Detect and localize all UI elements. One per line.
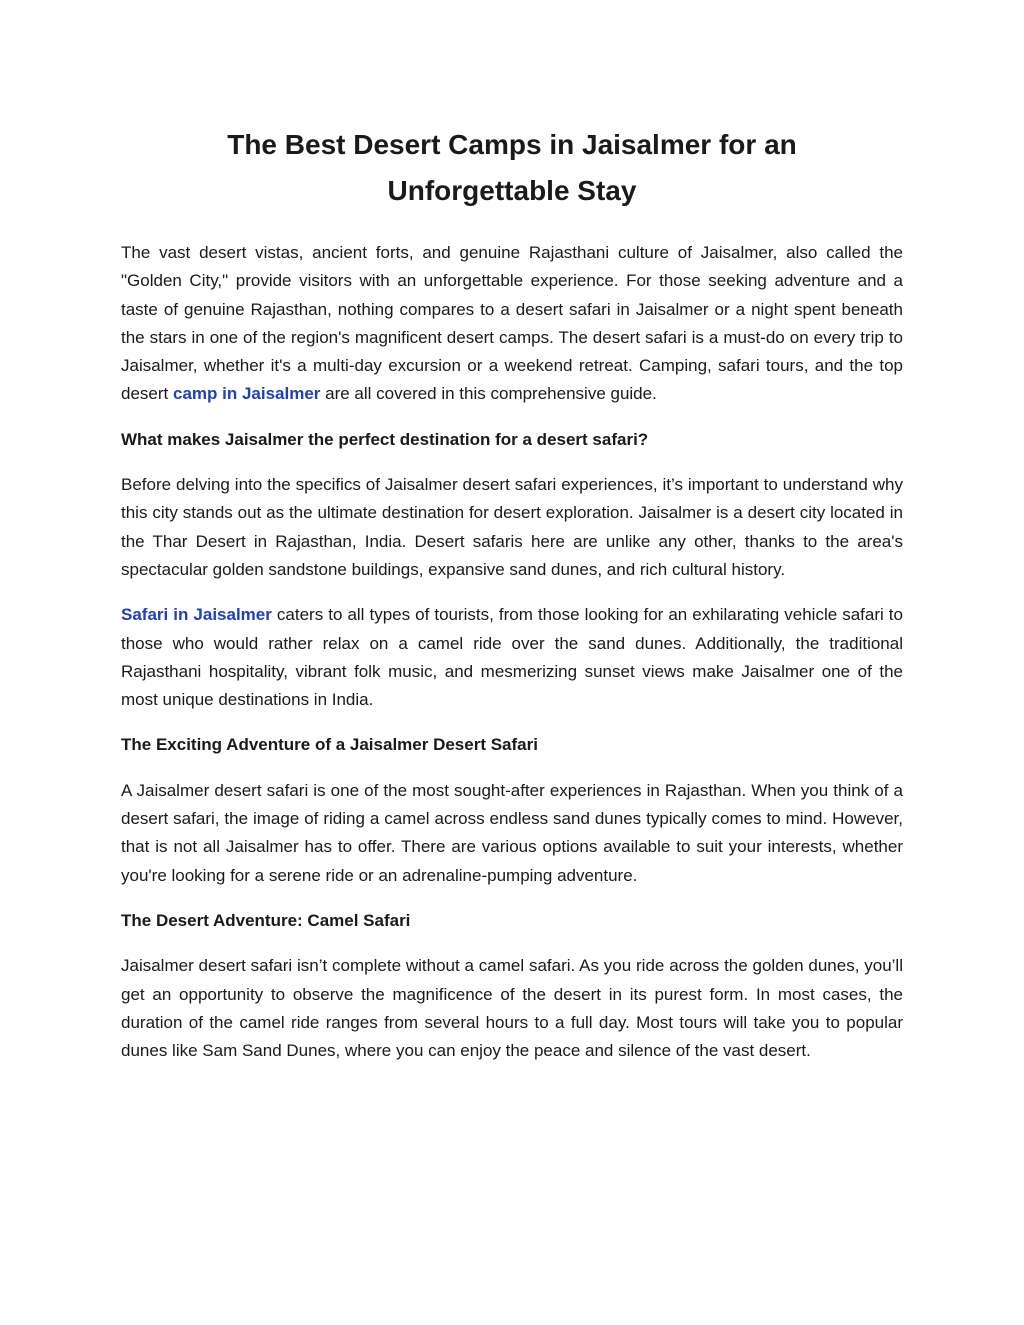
section-heading-perfect-destination: What makes Jaisalmer the perfect destination for a desert safari? — [121, 429, 649, 449]
page-title — [121, 122, 903, 214]
safari-paragraph-text: caters to all types of tourists, from those looking for an exhilarating vehicle safari to those who would rather relax on a camel ride over the sand dunes. Additionally, the traditional Rajasthani hospitality, vibrant folk music, and mesmerizing sunset views make Jaisalmer one of the most unique destinations in India. — [121, 605, 903, 710]
paragraph-safari-in-jaisalmer — [121, 601, 903, 714]
paragraph-why-jaisalmer: Before delving into the specifics of Jaisalmer desert safari experiences, it’s important to understand why this city stands out as the ultimate destination for desert exploration. Jaisalmer is a desert city located in the Thar Desert in Rajasthan, India. Desert safaris here are unlike any other, thanks to the area's spectacular golden sandstone buildings, expansive sand dunes, and rich cultural history. — [121, 475, 903, 579]
section-heading-camel-safari: The Desert Adventure: Camel Safari — [121, 910, 411, 930]
intro-text-after-link: are all covered in this comprehensive guide. — [320, 384, 657, 404]
paragraph-desert-safari: A Jaisalmer desert safari is one of the most sought-after experiences in Rajasthan. When you think of a desert safari, the image of riding a camel across endless sand dunes typically comes to mind. However, that is not all Jaisalmer has to offer. There are various options available to suit your interests, whether you're looking for a serene ride or an adrenaline-pumping adventure. — [121, 780, 903, 885]
title-line-1: The Best Desert Camps in Jaisalmer for an — [227, 129, 797, 160]
camp-in-jaisalmer-link[interactable]: camp in Jaisalmer — [172, 384, 321, 404]
section-heading-exciting-adventure: The Exciting Adventure of a Jaisalmer Desert Safari — [121, 735, 538, 755]
document-page — [121, 122, 903, 1082]
intro-paragraph — [121, 239, 903, 409]
safari-in-jaisalmer-link[interactable]: Safari in Jaisalmer — [121, 605, 272, 625]
paragraph-camel-safari: Jaisalmer desert safari isn’t complete without a camel safari. As you ride across the golden dunes, you’ll get an opportunity to observe the magnificence of the desert in its purest form. In most cases, the duration of the camel ride ranges from several hours to a full day. Most tours will take you to popular dunes like Sam Sand Dunes, where you can enjoy the peace and silence of the vast desert. — [121, 956, 903, 1061]
title-line-2: Unforgettable Stay — [387, 175, 637, 206]
intro-text-before-link: The vast desert vistas, ancient forts, and genuine Rajasthani culture of Jaisalmer, also called the "Golden City," provide visitors with an unforgettable experience. For those seeking adventure and a taste of genuine Rajasthan, nothing compares to a desert safari in Jaisalmer or a night spent beneath the stars in one of the region's magnificent desert camps. The desert safari is a must-do on every trip to Jaisalmer, whether it's a multi-day excursion or a weekend retreat. Camping, safari tours, and the top desert — [121, 243, 903, 404]
